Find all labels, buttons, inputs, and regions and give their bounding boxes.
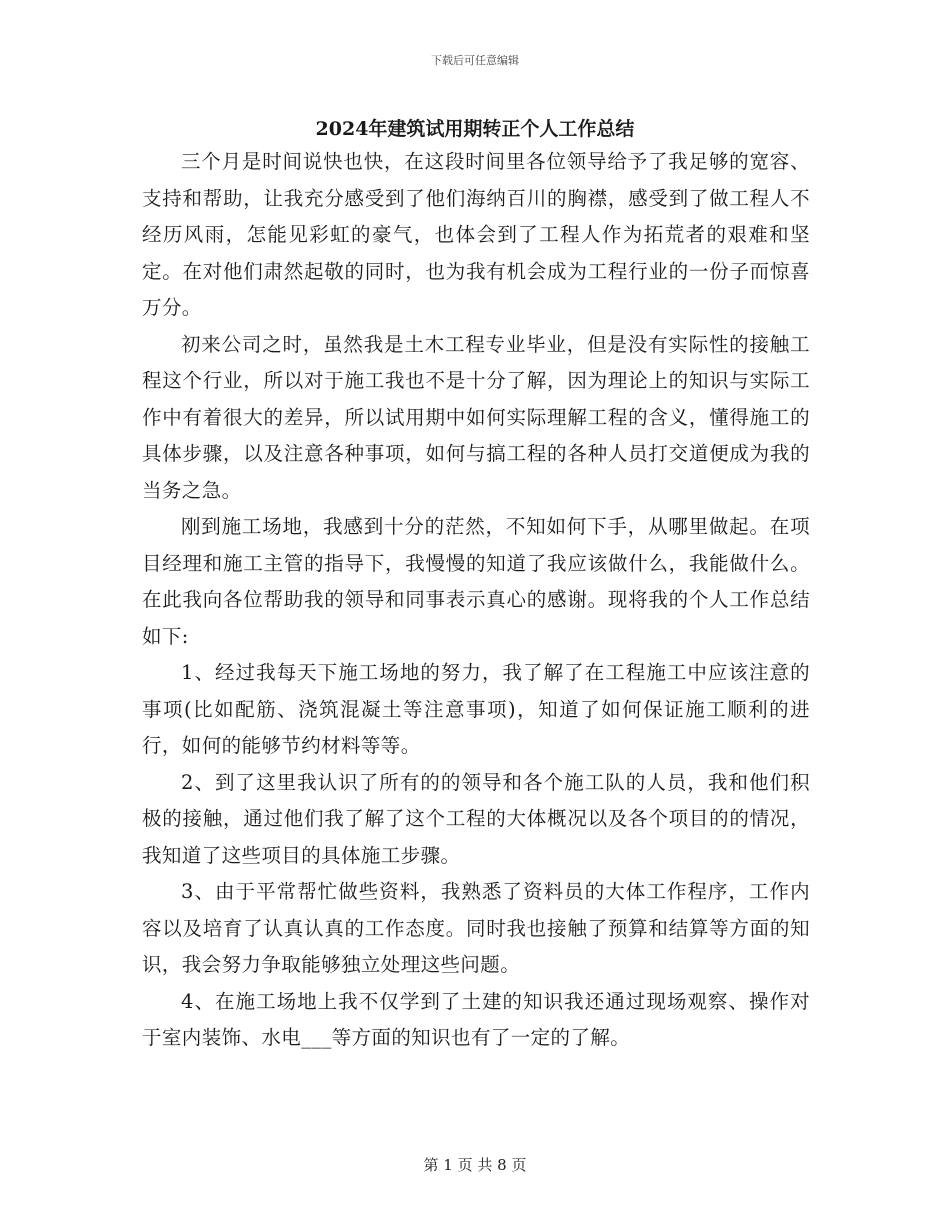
paragraph-item-4: 4、在施工场地上我不仅学到了土建的知识我还通过现场观察、操作对于室内装饰、水电___等方面的知识也有了一定的了解。	[142, 989, 810, 1049]
paragraph-background: 初来公司之时，虽然我是土木工程专业毕业，但是没有实际性的接触工程这个行业，所以对于施工我也不是十分了解，因为理论上的知识与实际工作中有着很大的差异，所以试用期中如何实际理解工程的含义，懂得施工的具体步骤，以及注意各种事项，如何与搞工程的各种人员打交道便成为我的当务之急。	[142, 332, 810, 502]
paragraph-item-1: 1、经过我每天下施工场地的努力，我了解了在工程施工中应该注意的事项(比如配筋、浇筑混凝土等注意事项)，知道了如何保证施工顺利的进行，如何的能够节约材料等等。	[142, 661, 810, 757]
document-title: 2024年建筑试用期转正个人工作总结	[315, 118, 635, 140]
paragraph-item-3: 3、由于平常帮忙做些资料，我熟悉了资料员的大体工作程序，工作内容以及培育了认真认真的工作态度。同时我也接触了预算和结算等方面的知识，我会努力争取能够独立处理这些问题。	[142, 880, 810, 976]
page-number: 第 1 页 共 8 页	[423, 1156, 527, 1174]
page-header-note: 下载后可任意编辑	[431, 54, 519, 67]
document-body	[142, 144, 810, 1057]
paragraph-item-2: 2、到了这里我认识了所有的的领导和各个施工队的人员，我和他们积极的接触，通过他们我了解了这个工程的大体概况以及各个项目的的情况，我知道了这些项目的具体施工步骤。	[142, 770, 810, 867]
paragraph-intro: 三个月是时间说快也快，在这段时间里各位领导给予了我足够的宽容、支持和帮助，让我充分感受到了他们海纳百川的胸襟，感受到了做工程人不经历风雨，怎能见彩虹的豪气，也体会到了工程人作为拓荒者的艰难和坚定。在对他们肃然起敬的同时，也为我有机会成为工程行业的一份子而惊喜万分。	[142, 150, 810, 319]
paragraph-arrival: 刚到施工场地，我感到十分的茫然，不知如何下手，从哪里做起。在项目经理和施工主管的指导下，我慢慢的知道了我应该做什么，我能做什么。在此我向各位帮助我的领导和同事表示真心的感谢。现将我的个人工作总结如下:	[142, 515, 810, 648]
